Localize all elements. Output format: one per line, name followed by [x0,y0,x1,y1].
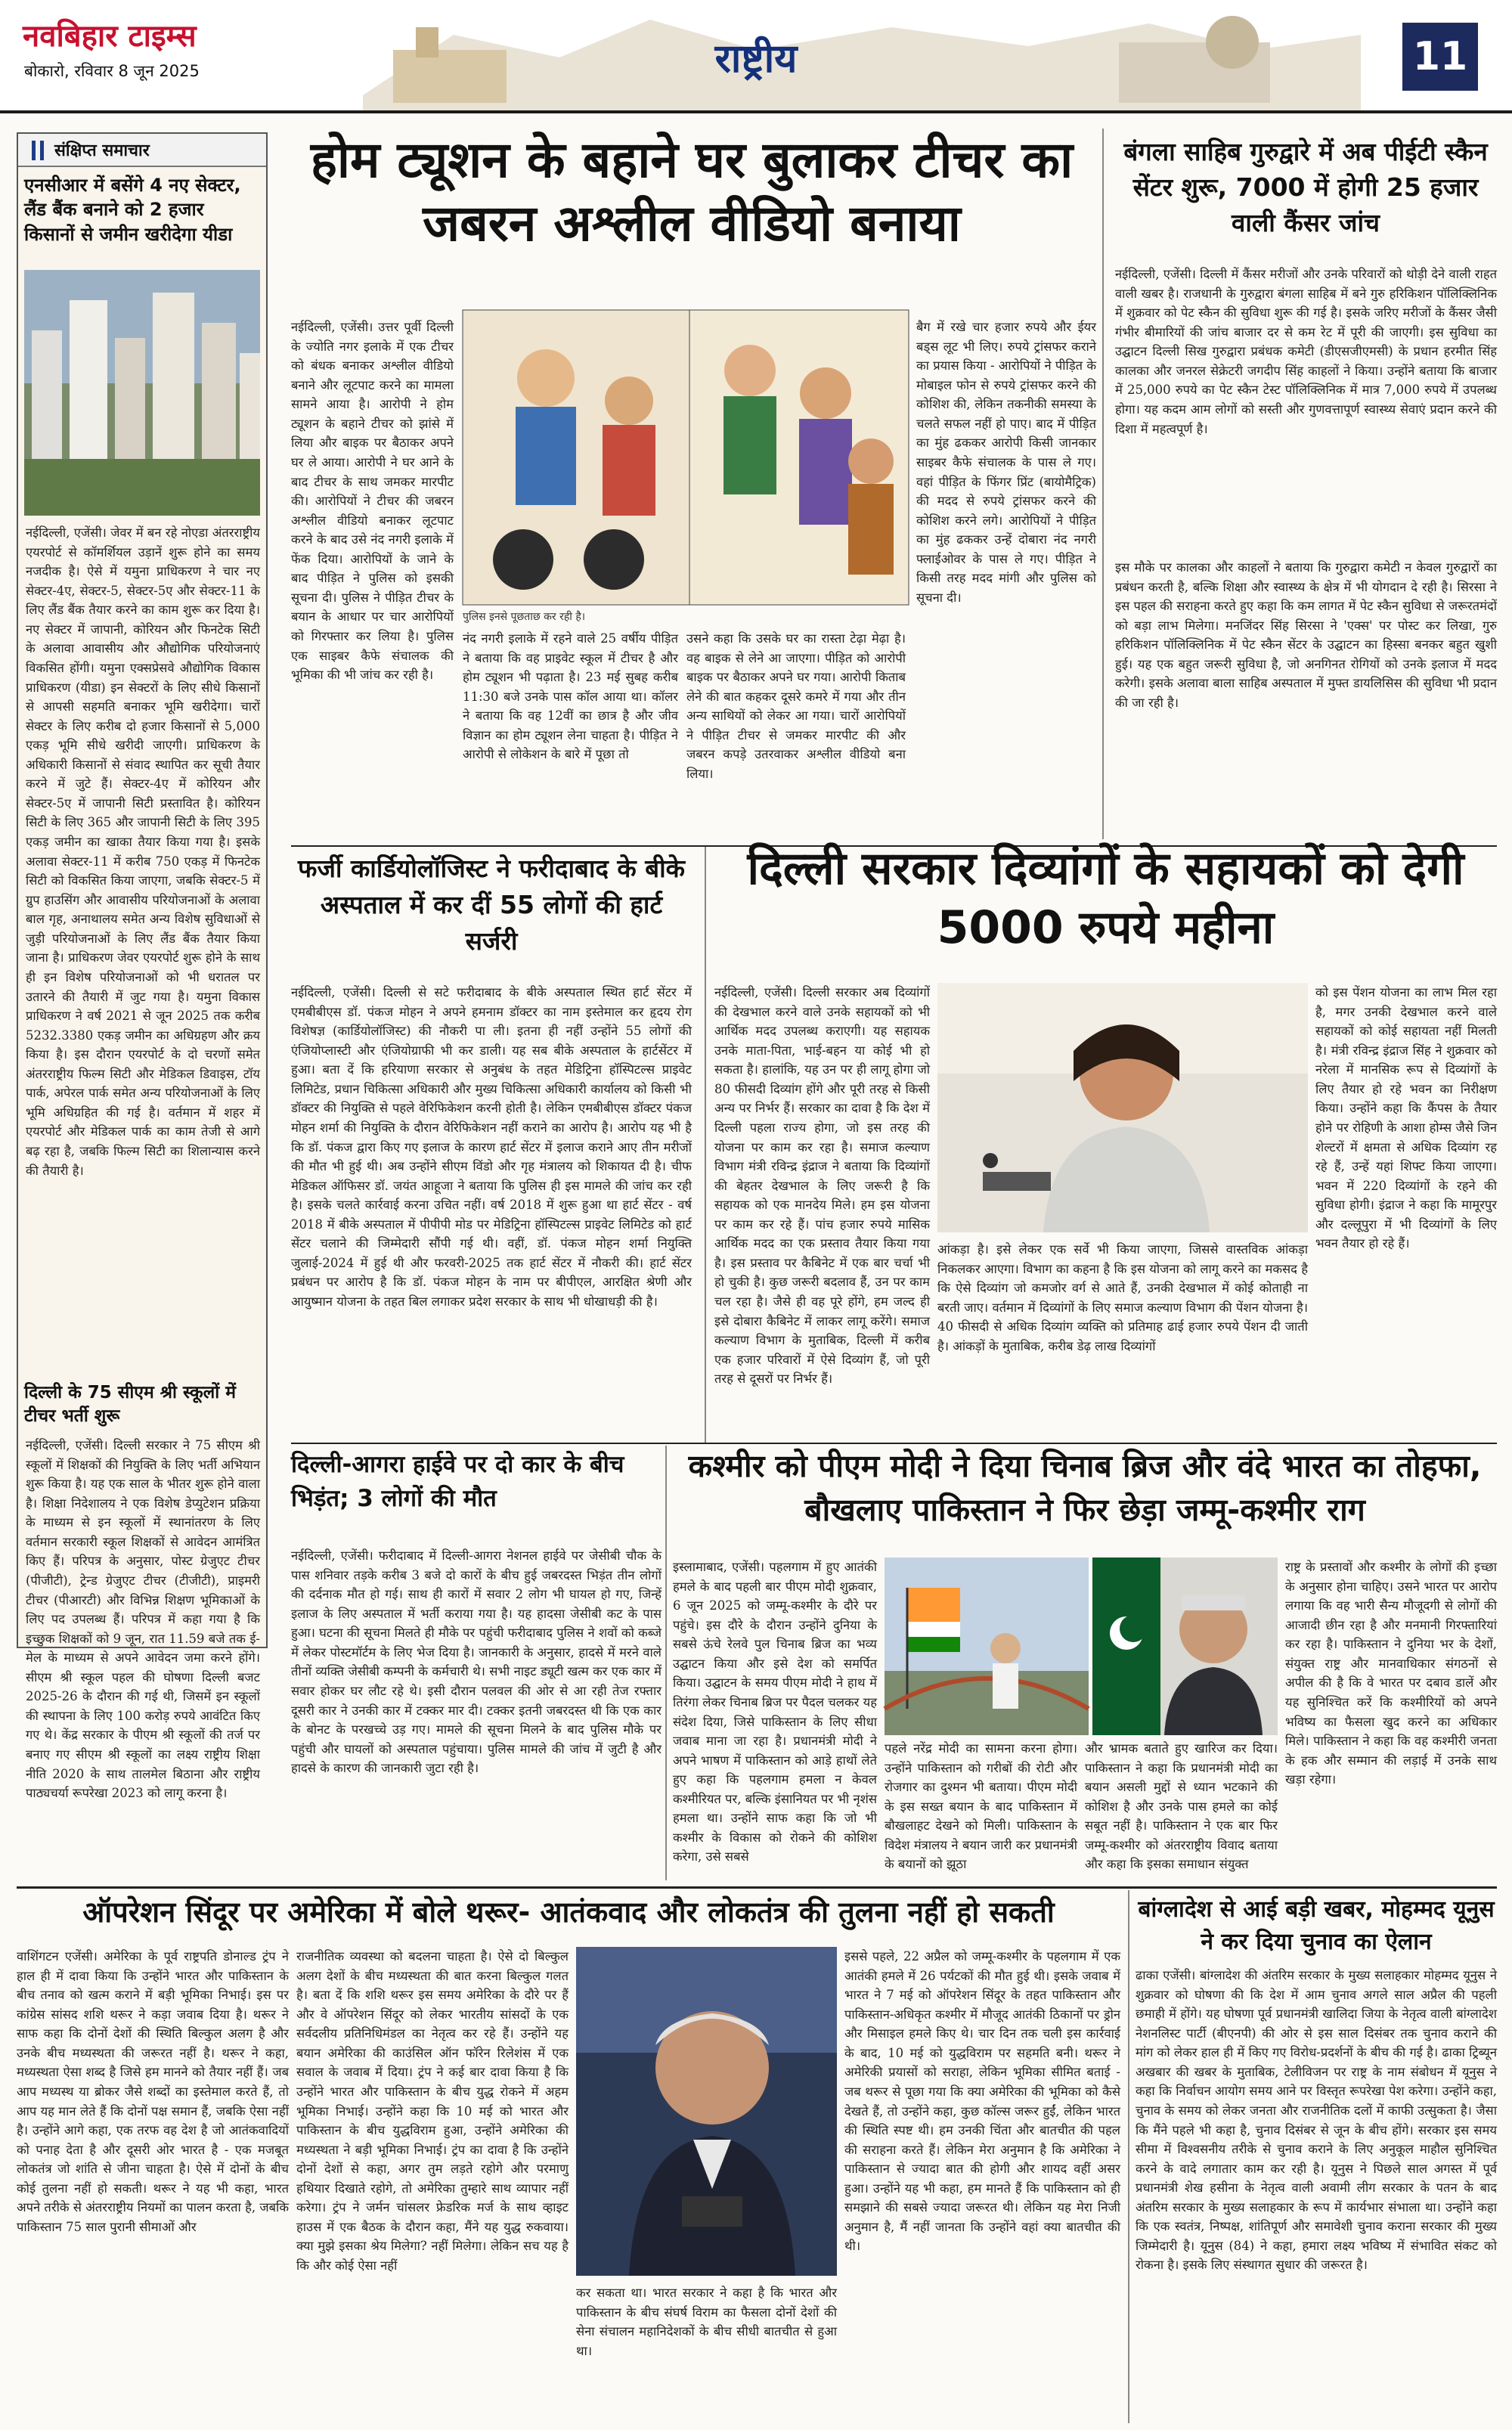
masthead [0,0,1512,113]
kashmir-body-2: पहले नरेंद्र मोदी का सामना करना होगा। उन्होंने पाकिस्तान को गरीबों की रोटी और रोजगार का दुश्मन भी बताया। पीएम मोदी के इस सख्त बयान के बाद पाकिस्तान में बौखलाहट देखने को मिली। पाकिस्तान के विदेश मंत्रालय ने बयान जारी कर प्रधानमंत्री के बयानों को झूठा [885,1741,1077,1872]
brief-body-1: नईदिल्ली, एजेंसी। जेवर में बन रहे नोएडा अंतरराष्ट्रीय एयरपोर्ट से कॉमर्शियल उड़ानें शुरू होने का समय नजदीक है। ऐसे में यमुना प्राधिकरण ने चार नए सेक्टर-4ए, सेक्टर-5, सेक्टर-5ए और सेक्टर-11 के लिए लैंड बैंक तैयार करने का काम शुरू कर दिया है। नए सेक्टर में जापानी, कोरियन और फिनटेक सिटी के अलावा आवासीय और औद्योगिक परियोजनाएं विकसित होंगी। यमुना एक्सप्रेसवे औद्योगिक विकास प्राधिकरण (यीडा) इन सेक्टरों के लिए सीधे किसानों से आपसी सहमति बनाकर भूमि खरीदेगा। चारों सेक्टर के लिए करीब दो हजार किसानों से 5,000 एकड़ भूमि सीधे खरीदी जाएगी। प्राधिकरण के अधिकारी किसानों से संवाद स्थापित कर सूची तैयार करने में जुटे हैं। सेक्टर-4ए में कोरियन और सेक्टर-5ए में जापानी सिटी प्रस्तावित है। कोरियन सिटी के लिए 365 और जापानी सिटी के लिए 395 एकड़ जमीन का खाका तैयार किया गया है। इसके अलावा सेक्टर-11 में करीब 750 एकड़ में फिनटेक सिटी को विकसित किया जाएगा, जबकि सेक्टर-5 में ग्रुप हाउसिंग और आवासीय परियोजनाओं के अलावा बाल गृह, अनाथालय समेत अन्य विशेष सुविधाओं से जुड़ी परियोजनाओं के लिए लैंड बैंक तैयार किया जाना है। प्राधिकरण जेवर एयरपोर्ट शुरू होने के साथ ही इन विशेष परियोजनाओं को भी धरातल पर उतारने की तैयारी में जुट गया है। यमुना विकास प्राधिकरण ने वर्ष 2021 से जून 2025 तक करीब 5232.3380 एकड़ जमीन का अधिग्रहण और क्रय किया है। इस दौरान एयरपोर्ट के दो चरणों समेत अंतरराष्ट्रीय फिल्म सिटी और मेडिकल डिवाइस, टॉय पार्क, अपेरल पार्क समेत अन्य परियोजनाओं के लिए भूमि अधिग्रहित की गई है। वर्तमान में शहर में एयरपोर्ट और मेडिकल पार्क का काम तेजी से आगे बढ़ रहा है, जबकि फिल्म सिटी का शिलान्यास करने की तैयारी है। [26,525,260,1178]
brief-body-2: नईदिल्ली, एजेंसी। दिल्ली सरकार ने 75 सीएम श्री स्कूलों में शिक्षकों की नियुक्ति के लिए भर्ती अभियान शुरू किया है। यह एक साल के भीतर शुरू होने वाला है। शिक्षा निदेशालय ने एक विशेष डेप्युटेशन प्रक्रिया के माध्यम से इन स्कूलों में स्थानांतरण के लिए वर्तमान सरकारी स्कूल शिक्षकों से आवेदन आमंत्रित किए हैं। परिपत्र के अनुसार, पोस्ट ग्रेजुएट टीचर (पीजीटी), ट्रेन्ड ग्रेजुएट टीचर (टीजीटी), प्राइमरी टीचर (पीआरटी) और विभिन्न शिक्षण भूमिकाओं के लिए पद उपलब्ध हैं। परिपत्र में कहा गया है कि इच्छुक शिक्षकों को 9 जून, रात 11.59 बजे तक ई-मेल के माध्यम से अपने आवेदन जमा करने होंगे। सीएम श्री स्कूल पहल की घोषणा दिल्ली बजट 2025-26 के दौरान की गई थी, जिसमें इन स्कूलों की स्थापना के लिए 100 करोड़ रुपये आवंटित किए गए थे। केंद्र सरकार के पीएम श्री स्कूलों की तर्ज पर बनाए गए सीएम श्री स्कूलों का लक्ष्य राष्ट्रीय शिक्षा नीति 2020 के साथ तालमेल बिठाना और राष्ट्रीय पाठ्यचर्या रूपरेखा 2023 को लागू करना है। [26,1438,260,1801]
tharoor-body-3: इससे पहले, 22 अप्रैल को जम्मू-कश्मीर के पहलगाम में एक आतंकी हमले में 26 पर्यटकों की मौत हुई थी। इसके जवाब में भारत ने 7 मई को ऑपरेशन सिंदूर के तहत पाकिस्तान और पाकिस्तान-अधिकृत कश्मीर में मौजूद आतंकी ठिकानों पर ड्रोन और मिसाइल हमले किए थे। चार दिन तक चली इस कार्रवाई के बाद, 10 मई को युद्धविराम पर सहमति बनी। थरूर ने अमेरिकी प्रयासों को सराहा, लेकिन भूमिका सीमित बताई - जब थरूर से पूछा गया कि क्या अमेरिका की भूमिका को कैसे देखते हैं, तो उन्होंने कहा, कुछ कॉल्स जरूर हुईं, लेकिन भारत की स्थिति स्पष्ट थी। हम उनकी चिंता और बातचीत की पहल की सराहना करते हैं। लेकिन मेरा अनुमान है कि अमेरिका ने पाकिस्तान से ज्यादा बात की होगी और शायद वहीं असर हुआ। उन्होंने यह भी कहा, हम मानते हैं कि पाकिस्तान को ही समझाने की सबसे ज्यादा जरूरत थी। लेकिन यह मेरा निजी अनुमान है, मैं नहीं जानता कि उन्होंने वहां क्या बातचीत की थी। [844,1949,1120,2254]
brief-headline-2: दिल्ली के 75 सीएम श्री स्कूलों में टीचर भर्ती शुरू [24,1383,236,1427]
paper-logo: नवबिहार टाइम्स [23,19,197,54]
divider [17,1886,1497,1889]
gurudwara-body-1: नईदिल्ली, एजेंसी। दिल्ली में कैंसर मरीजों और उनके परिवारों को थोड़ी देने वाली राहत वाली खबर है। राजधानी के गुरुद्वारा बंगला साहिब में बने गुरु हरिकिशन पॉलिक्लिनिक में शुक्रवार को पेट स्कैन की सुविधा शुरू की गई है। इसके जरिए मरीजों के कैंसर जैसी गंभीर बीमारियों की जांच बाजार दर से कम रेट में पूरी की जाएगी। इस सुविधा का उद्घाटन दिल्ली सिख गुरुद्वारा प्रबंधक कमेटी (डीएसजीएमसी) के प्रधान हरमीत सिंह कालका और जनरल सेक्रेटरी जगदीप सिंह काहलों ने किया। उन्होंने बताया कि बाजार में 25,000 रुपये का पेट स्कैन टेस्ट पॉलिक्लिनिक में मात्र 7,000 रुपये में उपलब्ध होगा। यह कदम आम लोगों को सस्ती और गुणवत्तापूर्ण स्वास्थ्य सेवाएं प्रदान करने की दिशा में महत्वपूर्ण है। [1115,267,1497,436]
brief-label-bar [18,134,266,167]
agra-headline: दिल्ली-आगरा हाईवे पर दो कार के बीच भिड़ंत; 3 लोगों की मौत [291,1451,624,1512]
lead-body-4: बैग में रखे चार हजार रुपये और ईयर बड्स लूट भी लिए। रुपये ट्रांसफर कराने का प्रयास किया - आरोपियों ने पीड़ित के मोबाइल फोन से रुपये ट्रांसफर करने की कोशिश की, लेकिन तकनीकी समस्या के चलते सफल नहीं हो पाए। बाद में पीड़ित का मुंह ढककर आरोपी किसी जानकार साइबर कैफे संचालक के पास ले गए। वहां पीड़ित के फिंगर प्रिंट (बायोमैट्रिक) की मदद से रुपये ट्रांसफर करने की कोशिश करने लगे। आरोपियों ने पीड़ित का मुंह ढककर उन्हें दोबारा नंद नगरी फ्लाईओवर के पास ले गए। पीड़ित ने किसी तरह मदद मांगी और पुलिस को सूचना दी। [916,320,1096,605]
divider [1128,1890,1129,2423]
divyang-body-1: नईदिल्ली, एजेंसी। दिल्ली सरकार अब दिव्यांगों की देखभाल करने वाले उनके सहायकों को भी आर्थिक मदद उपलब्ध कराएगी। यह सहायक उनके माता-पिता, भाई-बहन या कोई भी हो सकता है। हालांकि, यह उन पर ही लागू होगा जो 80 फीसदी दिव्यांग होंगे और पूरी तरह से किसी अन्य पर निर्भर हैं। सरकार का दावा है कि देश में दिल्ली पहला राज्य होगा, जो इस तरह की योजना पर काम कर रहा है। समाज कल्याण विभाग मंत्री रविन्द्र इंद्राज ने बताया कि दिव्यांगों की बेहतर देखभाल के लिए जरूरी है कि सहायक को एक मानदेय मिले। हम इस योजना पर काम कर रहे हैं। पांच हजार रुपये मासिक आर्थिक मदद का एक प्रस्ताव तैयार किया गया है। इस प्रस्ताव पर कैबिनेट में एक बार चर्चा भी हो चुकी है। कुछ जरूरी बदलाव हैं, उन पर काम चल रहा है। जैसे ही वह पूरे होंगे, हम जल्द ही इसे दोबारा कैबिनेट में लाकर लागू करेंगे। समाज कल्याण विभाग के मुताबिक, दिल्ली में करीब एक हजार परिवारों में ऐसे दिव्यांग हैं, जो पूरी तरह से दूसरों पर निर्भर हैं। [714,985,930,1387]
brief-photo-buildings [24,270,260,516]
minister-photo [937,983,1308,1232]
lead-body-3: उसने कहा कि उसके घर का रास्ता टेढ़ा मेढ़ा है। वह बाइक से लेने आ जाएगा। पीड़ित को आरोपी बाइक पर बैठाकर अपने घर गया। आरोपी किताब लेने की बात कहकर दूसरे कमरे में गया और तीन अन्य साथियों को लेकर आ गया। चारों आरोपियों ने पीड़ित टीचर से जमकर मारपीट की और जबरन कपड़े उतरवाकर अश्लील वीडियो बना लिया। [686,631,906,781]
page-number-box [1402,23,1478,91]
bars-icon [32,141,44,160]
cardio-headline: फर्जी कार्डियोलॉजिस्ट ने फरीदाबाद के बीके अस्पताल में कर दीं 55 लोगों की हार्ट सर्जरी [298,854,685,956]
yunus-headline: बांग्लादेश से आई बड़ी खबर, मोहम्मद यूनुस ने कर दिया चुनाव का ऐलान [1138,1896,1495,1955]
divider [705,847,706,1444]
kashmir-body-3: और भ्रामक बताते हुए खारिज कर दिया। पाकिस्तान ने कहा कि प्रधानमंत्री मोदी का बयान असली मुद्दों से ध्यान भटकाने की कोशिश है और उनके पास हमले का कोई सबूत नहीं है। पाकिस्तान ने एक बार फिर जम्मू-कश्मीर को अंतरराष्ट्रीय विवाद बताया और कहा कि इसका समाधान संयुक्त [1085,1741,1278,1872]
divyang-headline: दिल्ली सरकार दिव्यांगों के सहायकों को देगी 5000 रुपये महीना [747,842,1464,954]
kashmir-body-1: इस्लामाबाद, एजेंसी। पहलगाम में हुए आतंकी हमले के बाद पहली बार पीएम मोदी शुक्रवार, 6 जून 2025 को जम्मू-कश्मीर के दौरे पर पहुंचे। इस दौरे के दौरान उन्होंने दुनिया के सबसे ऊंचे रेलवे पुल चिनाब ब्रिज का भव्य उद्घाटन किया और इसे देश को समर्पित किया। उद्घाटन के समय पीएम मोदी ने हाथ में तिरंगा लेकर चिनाब ब्रिज पर पैदल चलकर यह संदेश दिया, जिसे पाकिस्तान के लिए सीधा जवाब माना जा रहा है। प्रधानमंत्री मोदी ने अपने भाषण में पाकिस्तान को आड़े हाथों लेते हुए कहा कि पहलगाम हमला न केवल कश्मीरियत पर, बल्कि इंसानियत पर भी नृशंस हमला था। उन्होंने साफ कहा कि जो भी कश्मीर के विकास को रोकने की कोशिश करेगा, उसे सबसे [673,1560,877,1864]
tharoor-body-1: वाशिंगटन एजेंसी। अमेरिका के पूर्व राष्ट्रपति डोनाल्ड ट्रंप ने हाल ही में दावा किया कि उन्होंने भारत और पाकिस्तान के बीच तनाव को खत्म कराने में बड़ी भूमिका निभाई। इस पर कांग्रेस सांसद शशि थरूर ने कड़ा जवाब दिया है। थरूर ने साफ कहा कि दोनों देशों की स्थिति बिल्कुल अलग है और उनके बीच मध्यस्थता की जरूरत नहीं है। थरूर ने कहा, मध्यस्थता ऐसा शब्द है जिसे हम मानने को तैयार नहीं हैं। जब आप मध्यस्थ या ब्रोकर जैसे शब्दों का इस्तेमाल करते हैं, तो आप यह मान लेते हैं कि दोनों पक्ष समान हैं, जबकि ऐसा नहीं है। उन्होंने आगे कहा, एक तरफ वह देश है जो आतंकवादियों को पनाह देता है और दूसरी ओर भारत है - एक मजबूत लोकतंत्र जो शांति से जीना चाहता है। ऐसे में दोनों के बीच कोई तुलना नहीं हो सकती। थरूर ने यह भी कहा, भारत अपने तरीके से अंतरराष्ट्रीय नियमों का पालन करता है, जबकि पाकिस्तान 75 साल पुरानी सीमाओं और [17,1949,289,2234]
dateline: बोकारो, रविवार 8 जून 2025 [24,62,200,80]
pakistan-minister-photo [1092,1557,1278,1735]
cardio-body: नईदिल्ली, एजेंसी। दिल्ली से सटे फरीदाबाद के बीके अस्पताल स्थित हार्ट सेंटर में एमबीबीएस डॉ. पंकज मोहन ने अपने हमनाम डॉक्टर का नाम इस्तेमाल कर हृदय रोग विशेषज्ञ (कार्डियोलॉजिस्ट) की नौकरी पा ली। इतना ही नहीं उन्होंने 55 लोगों की एंजियोप्लास्टी और एंजियोग्राफी भी कर डाली। यह सब बीके अस्पताल के हार्टसेंटर में हुआ। बता दें कि हरियाणा सरकार से अनुबंध के तहत मेडिट्रिना हॉस्पिटल्स प्राइवेट लिमिटेड, प्रधान चिकित्सा अधिकारी और मुख्य चिकित्सा अधिकारी कार्यालय को किसी भी डॉक्टर की नियुक्ति से पहले वेरिफिकेशन करनी होती है। लेकिन एमबीबीएस डॉक्टर पंकज मोहन शर्मा की नियुक्ति के दौरान वेरिफिकेशन नहीं कराने का आरोप है। आरोप यह भी है कि डॉ. पंकज द्वारा किए गए इलाज के कारण हार्ट सेंटर में इलाज कराने आए तीन मरीजों की मौत भी हुई थी। अब उन्होंने सीएम विंडो और गृह मंत्रालय को शिकायत दी है। चीफ मेडिकल ऑफिसर डॉ. जयंत आहूजा ने बताया कि पुलिस ही इस मामले की जांच कर रही है। इसके चलते कार्रवाई करना उचित नहीं। वर्ष 2018 में शुरू हुआ था हार्ट सेंटर - वर्ष 2018 में बीके अस्पताल में पीपीपी मोड पर मेडिट्रिना हॉस्पिटल्स प्राइवेट लिमिटेड को हार्ट सेंटर चलाने की जिम्मेदारी सौंपी गई थी। वहीं, डॉ. पंकज मोहन शर्मा नियुक्ति जुलाई-2024 में हुई थी और फरवरी-2025 तक हार्ट सेंटर में नौकरी की। हार्ट सेंटर प्रबंधन पर आरोप है कि डॉ. पंकज मोहन के नाम पर बीपीएल, आरक्षित श्रेणी और आयुष्मान योजना के तहत बिल लगाकर प्रदेश सरकार के साथ भी धोखाधड़ी की है। [291,985,692,1309]
tharoor-photo [576,1947,837,2276]
divyang-body-3: को इस पेंशन योजना का लाभ मिल रहा है, मगर उनकी देखभाल करने वाले सहायकों को कोई सहायता नहीं मिलती है। मंत्री रविन्द्र इंद्राज सिंह ने शुक्रवार को नरेला में मानसिक रूप से दिव्यांगों के लिए तैयार हो रहे भवन का निरीक्षण किया। उन्होंने कहा कि कैंपस के तैयार होने पर रोहिणी के आशा होम्स जैसे जिन शेल्टरों में क्षमता से अधिक दिव्यांग रह रहे हैं, उन्हें यहां शिफ्ट किया जाएगा। भवन में 220 दिव्यांगों के रहने की सुविधा होगी। इंद्राज ने कहा कि मामूरपुर और दल्लूपुरा में भी दिव्यांगों के लिए भवन तैयार हो रहे हैं। [1315,985,1497,1251]
gurudwara-headline: बंगला साहिब गुरुद्वारे में अब पीईटी स्कैन सेंटर शुरू, 7000 में होगी 25 हजार वाली कैंसर जांच [1123,137,1488,237]
kashmir-body-4: राष्ट्र के प्रस्तावों और कश्मीर के लोगों की इच्छा के अनुसार होना चाहिए। उसने भारत पर आरोप लगाया कि वह भारी सैन्य मौजूदगी से लोगों की आजादी छीन रहा है और मनमानी गिरफ्तारियां कर रहा है। पाकिस्तान ने दुनिया भर के देशों, संयुक्त राष्ट्र और मानवाधिकार संगठनों से अपील की है कि वे भारत पर दबाव डालें और यह सुनिश्चित करें कि कश्मीरियों को अपने भविष्य का फैसला खुद करने का अधिकार मिले। पाकिस्तान ने कहा कि वह कश्मीरी जनता के हक और सम्मान की लड़ाई में उनके साथ खड़ा रहेगा। [1285,1560,1497,1787]
lead-illustration [463,310,909,605]
yunus-body: ढाका एजेंसी। बांग्लादेश की अंतरिम सरकार के मुख्य सलाहकार मोहम्मद यूनुस ने शुक्रवार को घोषणा की कि देश में आम चुनाव अगले साल अप्रैल की पहली छमाही में होंगे। यह घोषणा पूर्व प्रधानमंत्री खालिदा जिया के नेतृत्व वाली बांग्लादेश नेशनलिस्ट पार्टी (बीएनपी) की ओर से इस साल दिसंबर तक चुनाव कराने की मांग को लेकर हाल ही में किए गए विरोध-प्रदर्शनों के बीच की गई है। ढाका ट्रिब्यून अखबार की खबर के मुताबिक, टेलीविजन पर राष्ट्र के नाम संबोधन में यूनुस ने कहा कि निर्वाचन आयोग समय आने पर विस्तृत रूपरेखा पेश करेगा। उन्होंने कहा, चुनाव के समय को लेकर जनता और राजनीतिक दलों में काफी उत्सुकता है। जैसा कि मैंने पहले भी कहा है, चुनाव दिसंबर से जून के बीच होंगे। सरकार इस समय सीमा में विश्वसनीय तरीके से चुनाव कराने के लिए अनुकूल माहौल सुनिश्चित करने के वादे लगातार काम कर रही है। यूनुस ने पिछले साल अगस्त में पूर्व प्रधानमंत्री शेख हसीना के नेतृत्व वाली अवामी लीग सरकार के पतन के बाद अंतरिम सरकार के मुख्य सलाहकार के रूप में कार्यभार संभाला था। उन्होंने कहा कि एक स्वतंत्र, निष्पक्ष, शांतिपूर्ण और समावेशी चुनाव कराना सरकार की मुख्य जिम्मेदारी है। यूनुस (84) ने कहा, हमारा लक्ष्य भविष्य में संभावित संकट को रोकना है। इसके लिए संस्थागत सुधार की जरूरत है। [1136,1968,1497,2273]
divider [1102,129,1104,839]
tharoor-headline: ऑपरेशन सिंदूर पर अमेरिका में बोले थरूर- आतंकवाद और लोकतंत्र की तुलना नहीं हो सकती [82,1895,1055,1929]
section-title: राष्ट्रीय [714,36,798,82]
brief-headline-1: एनसीआर में बसेंगे 4 नए सेक्टर, लैंड बैंक बनाने को 2 हजार किसानों से जमीन खरीदेगा यीडा [24,175,241,245]
agra-body: नईदिल्ली, एजेंसी। फरीदाबाद में दिल्ली-आगरा नेशनल हाईवे पर जेसीबी चौक के पास शनिवार तड़के करीब 3 बजे दो कारों के बीच हुई जबरदस्त भिड़ंत तीन लोगों की दर्दनाक मौत हो गई। साथ ही कारों में सवार 2 लोग भी घायल हो गए, जिन्हें इलाज के लिए अस्पताल में भर्ती कराया गया है। यह हादसा जेसीबी कट के पास हुआ। घटना की सूचना मिलते ही मौके पर पहुंची फरीदाबाद पुलिस ने शवों को कब्जे में लेकर पोस्टमॉर्टम के लिए भेज दिया है। जानकारी के अनुसार, हादसे में मरने वाले तीनों व्यक्ति जेसीबी कम्पनी के कर्मचारी थे। सभी नाइट ड्यूटी खत्म कर एक कार में सवार होकर घर लौट रहे थे। इसी दौरान पलवल की ओर से आ रही तेज रफ्तार दूसरी कार ने उनकी कार में टक्कर मार दी। टक्कर इतनी जबरदस्त थी कि एक कार के बोनट के परखच्चे उड़ गए। मामले की सूचना मिलने के बाद पुलिस मौके पर पहुंची और घायलों को अस्पताल पहुंचाया। पुलिस मामले की जांच में जुटी है और हादसे के कारण की जानकारी जुटा रही है। [291,1548,662,1776]
divider [665,1446,667,1880]
kashmir-headline: कश्मीर को पीएम मोदी ने दिया चिनाब ब्रिज और वंदे भारत का तोहफा, बौखलाए पाकिस्तान ने फिर छेड़ा जम्मू-कश्मीर राग [688,1448,1482,1529]
gurudwara-body-2: इस मौके पर कालका और काहलों ने बताया कि गुरुद्वारा कमेटी न केवल गुरुद्वारों का प्रबंधन करती है, बल्कि शिक्षा और स्वास्थ्य के क्षेत्र में भी योगदान दे रही है। सिरसा ने इस पहल की सराहना करते हुए कहा कि कम लागत में पेट स्कैन सुविधा से जरूरतमंदों को बड़ा लाभ मिलेगा। मनजिंदर सिंह सिरसा ने 'एक्स' पर पोस्ट कर लिखा, गुरु हरिकिशन पॉलिक्लिनिक में पेट स्कैन सेंटर के उद्घाटन का हिस्सा बनकर बहुत खुशी हुई। यह एक बहुत जरूरी सुविधा है, जो अनगिनत रोगियों को उनके इलाज में मदद करेगी। इसके अलावा बाला साहिब अस्पताल में मुफ्त डायलिसिस की सुविधा भी प्रदान की जा रही है। [1115,560,1497,710]
tharoor-body-2: राजनीतिक व्यवस्था को बदलना चाहता है। ऐसे दो बिल्कुल अलग देशों के बीच मध्यस्थता की बात करना बिल्कुल गलत है। बता दें कि शशि थरूर इस समय अमेरिका के दौरे पर हैं और वे ऑपरेशन सिंदूर को लेकर भारतीय सांसदों के एक सर्वदलीय प्रतिनिधिमंडल का नेतृत्व कर रहे हैं। उन्होंने यह बयान अमेरिका की काउंसिल ऑन फॉरेन रिलेशंस में एक सवाल के जवाब में दिया। ट्रंप ने कई बार दावा किया है कि उन्होंने भारत और पाकिस्तान के बीच युद्ध रोकने में अहम भूमिका निभाई। उन्होंने कहा कि 10 मई को भारत और पाकिस्तान के बीच युद्धविराम हुआ, उन्होंने अमेरिका की मध्यस्थता ने बड़ी भूमिका निभाई। ट्रंप का दावा है कि उन्होंने दोनों देशों से कहा, अगर तुम लड़ते रहोगे और परमाणु हथियार दिखाते रहोगे, तो अमेरिका तुम्हारे साथ व्यापार नहीं करेगा। ट्रंप ने जर्मन चांसलर फ्रेडरिक मर्ज के साथ व्हाइट हाउस में एक बैठक के दौरान कहा, मैंने यह युद्ध रुकवाया। क्या मुझे इसका श्रेय मिलेगा? नहीं मिलेगा। लेकिन सच यह है कि और कोई ऐसा नहीं [296,1949,569,2273]
brief-column [17,132,268,1801]
masthead-banner-illustration [363,5,1361,110]
lead-body-1: नईदिल्ली, एजेंसी। उत्तर पूर्वी दिल्ली के ज्योति नगर इलाके में एक टीचर को बंधक बनाकर अश्लील वीडियो बनाने और लूटपाट करने का मामला सामने आया है। आरोपी ने होम ट्यूशन के बहाने टीचर को झांसे में लिया और बाइक पर बैठाकर अपने घर ले आया। आरोपी ने घर आने के बाद टीचर के साथ जमकर मारपीट की। आरोपियों ने टीचर की जबरन अश्लील वीडियो बनाकर लूटपाट करने के बाद उसे नंद नगरी इलाके में फेंक दिया। आरोपियों के जाने के बाद पीड़ित ने पुलिस को इसकी सूचना दी। पुलिस ने पीड़ित टीचर के बयान के आधार पर चार आरोपियों को गिरफ्तार कर लिया है। पुलिस एक साइबर कैफे संचालक की भूमिका की भी जांच कर रही है। [291,320,454,683]
lead-headline: होम ट्यूशन के बहाने घर बुलाकर टीचर का जबरन अश्लील वीडियो बनाया [310,131,1074,253]
page-number: 11 [1412,34,1468,79]
lead-caption: पुलिस इनसे पूछताछ कर रही है। [463,611,586,623]
brief-label: संक्षिप्त समाचार [54,141,150,160]
modi-chenab-photo [885,1557,1089,1735]
lead-body-2: नंद नगरी इलाके में रहने वाले 25 वर्षीय पीड़ित ने बताया कि वह प्राइवेट स्कूल में टीचर है और होम ट्यूशन भी पढ़ाता है। 23 मई सुबह करीब 11:30 बजे उनके पास कॉल आया था। कॉलर ने बताया कि वह 12वीं का छात्र है और जीव विज्ञान का होम ट्यूशन लेना चाहता है। पीड़ित ने आरोपी से लोकेशन के बारे में पूछा तो [463,631,678,762]
tharoor-body-4: कर सकता था। भारत सरकार ने कहा है कि भारत और पाकिस्तान के बीच संघर्ष विराम का फैसला दोनों देशों की सेना संचालन महानिदेशकों के बीच सीधी बातचीत से हुआ था। [576,2286,837,2358]
divyang-body-2: आंकड़ा है। इसे लेकर एक सर्वे भी किया जाएगा, जिससे वास्तविक आंकड़ा निकलकर आएगा। विभाग का कहना है कि इस योजना को लागू करने का मकसद है कि ऐसे दिव्यांग जो कमजोर वर्ग से आते हैं, उनकी देखभाल में कोई कोताही ना बरती जाए। वर्तमान में दिव्यांगों के लिए समाज कल्याण विभाग की पेंशन योजना है। 40 फीसदी से अधिक दिव्यांग व्यक्ति को प्रतिमाह ढाई हजार रुपये पेंशन दी जाती है। आंकड़ों के मुताबिक, करीब डेढ़ लाख दिव्यांगों [937,1242,1308,1353]
